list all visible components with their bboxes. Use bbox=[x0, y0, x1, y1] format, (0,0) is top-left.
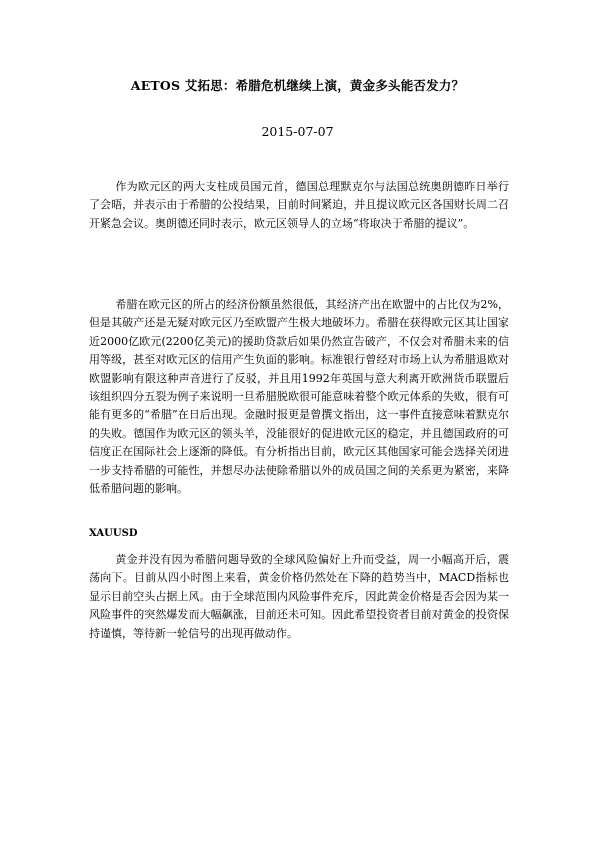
document-date: 2015-07-07 bbox=[261, 124, 334, 139]
paragraph-greece-economy: 希腊在欧元区的所占的经济份额虽然很低，其经济产出在欧盟中的占比仅为2%，但是其破产还是无疑对欧元区乃至欧盟产生极大地破坏力。希腊在获得欧元区其让国家近2000亿欧元(2200亿美元)的援助贷款后如果仍然宣告破产，不仅会对希腊未来的信用等级，甚至对欧元区的信用产生负面的影响。标准银行曾经对市场上认为希腊退欧对欧盟影响有限这种声音进行了反驳，并且用1992年英国与意大利离开欧洲货币联盟后该组织四分五裂为例子来说明一旦希腊脱欧很可能意味着整个欧元体系的失败，很有可能有更多的“希腊”在日后出现。金融时报更是曾撰文指出，这一事件直接意味着默克尔的失败。德国作为欧元区的领头羊，没能很好的促进欧元区的稳定，并且德国政府的可信度正在国际社会上逐渐的降低。有分析指出目前，欧元区其他国家可能会选择关闭进一步支持希腊的可能性，并想尽办法使除希腊以外的成员国之间的关系更为紧密，来降低希腊问题的影响。 bbox=[89, 298, 509, 496]
section-label-xauusd: XAUUSD bbox=[89, 528, 138, 539]
paragraph-gold-analysis: 黄金并没有因为希腊问题导致的全球风险偏好上升而受益，周一小幅高开后，震荡向下。目前从四小时图上来看，黄金价格仍然处在下降的趋势当中，MACD指标也显示目前空头占据上风。由于全球范围内风险事件充斥，因此黄金价格是否会因为某一风险事件的突然爆发而大幅飙涨，目前还未可知。因此希望投资者目前对黄金的投资保持谨慎，等待新一轮信号的出现再做动作。 bbox=[89, 553, 509, 640]
document-title: AETOS 艾拓思：希腊危机继续上演，黄金多头能否发力？ bbox=[130, 78, 465, 93]
paragraph-merkel-hollande: 作为欧元区的两大支柱成员国元首，德国总理默克尔与法国总统奥朗德昨日举行了会晤，并表示由于希腊的公投结果，目前时间紧迫，并且提议欧元区各国财长周二召开紧急会议。奥朗德还同时表示，欧元区领导人的立场“将取决于希腊的提议”。 bbox=[89, 180, 509, 230]
